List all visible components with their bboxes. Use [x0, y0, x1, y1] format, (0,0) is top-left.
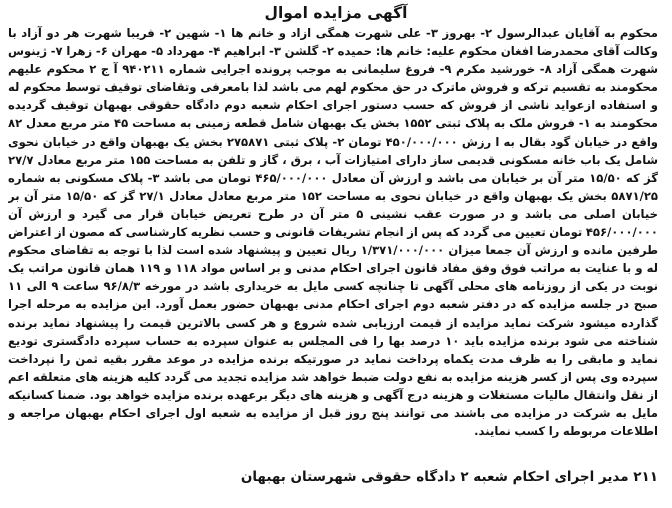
notice-title: آگهی مزایده اموال [264, 4, 408, 22]
notice-signature: ۲۱۱ مدیر اجرای احکام شعبه ۲ دادگاه حقوقی شهرستان بهبهان [240, 469, 658, 485]
notice-body: محکوم به آقایان عبدالرسول ۲- بهروز ۳- علی شهرت همگی ازاد و خانم ها ۱- شهین ۲- فریبا شهرت هر دو آزاد با وکالت آقای محمدرضا افغان محکوم علیه: خانم ها: حمیده ۲- گلشن ۳- ابراهیم ۴- مهرداد ۵- مهران ۶- زهرا ۷- ژینوس شهرت همگی آزاد ۸- خورشید مکرم ۹- فروغ سلیمانی به موجب پرونده اجرایی شماره ۹۴۰۲۱۱ آ ج ۲ محکوم علیهم محکومند به تقسیم ترکه و فروش ماترک در حق محکوم لهم می باشد لذا بامعرفی وتقاضای توقیف توسط محکوم له و استفاده ازعواید ناشی از فروش که حسب دستور اجرای احکام شعبه دوم دادگاه حقوقی بهبهان توقیف گردیده محکومند به ۱- فروش ملک به پلاک ثبتی ۱۵۵۲ بخش یک بهبهان شامل قطعه زمینی به مساحت ۴۵ متر مربع معدل ۸۲ واقع در خیابان گود بقال به ا رزش ۴۵۰/۰۰۰/۰۰۰ تومان ۲- پلاک ثبتی ۲۷۵۸۷۱ بخش یک بهبهان واقع در خیابان نحوی شامل یک باب خانه مسکونی قدیمی ساز دارای امتیازات آب ، برق ، گاز و تلفن به مساحت ۱۵۵ متر مربع معادل ۲۷/۷ گز که ۱۵/۵۰ متر آن بر خیابان می باشد و ارزش آن معادل ۴۶۵/۰۰۰/۰۰۰ تومان می باشد ۳- پلاک مسکونی به شماره ۵۸۷۱/۲۵ بخش یک بهبهان واقع در خیابان نحوی به مساحت ۱۵۲ متر مربع معادل معادل ۲۷/۱ گز که ۱۵/۵۰ متر آن بر خیابان اصلی می باشد و در صورت عقب نشینی ۵ متر آن در طرح تعریض خیابان قرار می گیرد و ارزش آن ۴۵۶/۰۰۰/۰۰۰ تومان تعیین می گردد که پس از انجام تشریفات قانونی و حسب نظریه کارشناسی که مصون از اعتراض طرفین مانده و ارزش آن جمعا میزان ۱/۳۷۱/۰۰۰/۰۰۰ ریال تعیین و پیشنهاد شده است لذا با توجه به تقاضای محکوم له و با عنایت به مراتب فوق وفق مفاد قانون اجرای احکام مدنی و بر اساس مواد ۱۱۸ و ۱۱۹ همان قانون مراتب یک نوبت در یکی از روزنامه های محلی آگهی تا چنانچه کسی مایل به خریداری باشد در مورخه ۹۶/۸/۳ ساعت ۹ الی ۱۱ صبح در جلسه مزایده که در دفتر شعبه دوم اجرای احکام مدنی بهبهان حضور بعمل آورد. این مزایده به مرحله اجرا گذارده میشود شرکت نماید مزایده از قیمت ارزیابی شده شروع و هر کسی بالاترین قیمت را پیشنهاد نماید برنده شناخته می شود برنده مزایده باید ۱۰ درصد بها را فی المجلس به عنوان سپرده به حساب سپرده دادگستری تودیع نماید و مابقی را به ظرف مدت یکماه پرداخت نماید در صورتیکه برنده مزایده در موعد مقرر بقیه ثمن را نپرداخت سپرده وی پس از کسر هزینه مزایده به نفع دولت ضبط خواهد شد مزایده تجدید می گردد کلیه هزینه های متعلقه اعم از نقل وانتقال مالیات مستغلات و هزینه درج آگهی و هزینه های دیگر برعهده برنده مزایده خواهد بود. ضمنا کسانیکه مایل به شرکت در مزایده می باشند می توانند پنج روز قبل از مزایده به شعبه اول اجرای احکام بهبهان مراجعه و اطلاعات مربوطه را کسب نمایند. [8, 26, 658, 439]
